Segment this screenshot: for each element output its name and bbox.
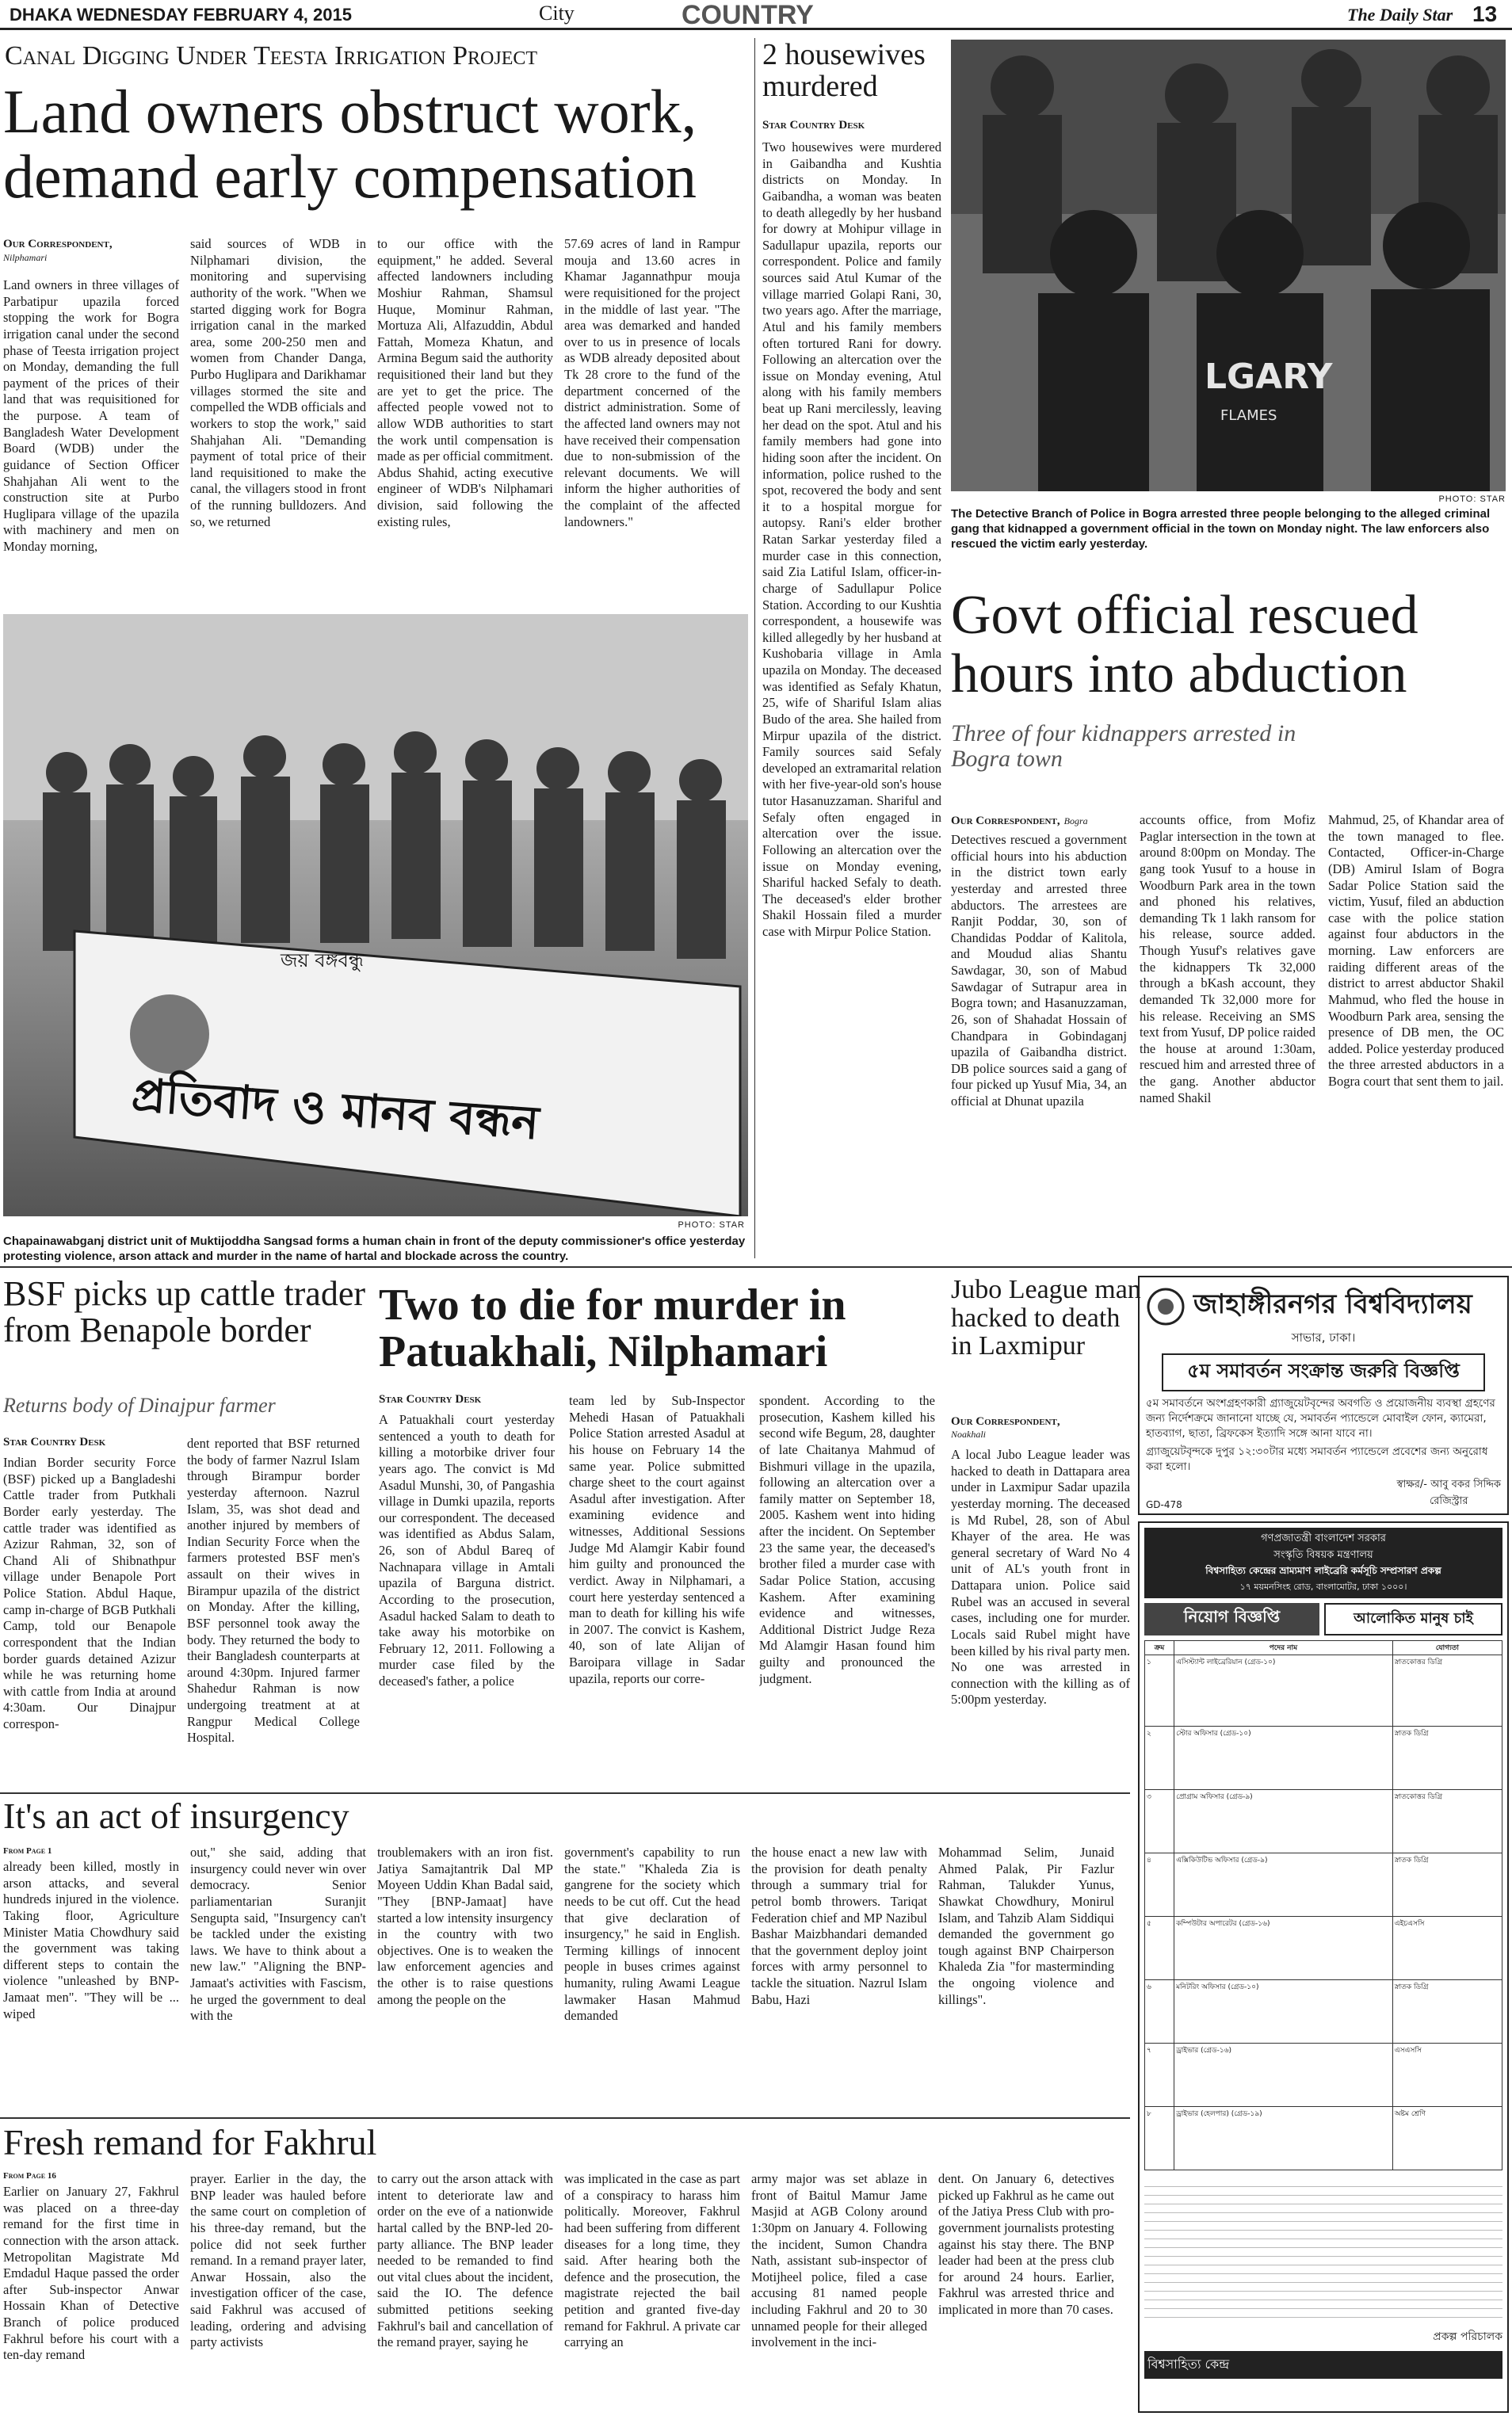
ad2-gov: গণপ্রজাতন্ত্রী বাংলাদেশ সরকার xyxy=(1261,1532,1386,1544)
a8-from: From Page 16 xyxy=(3,2171,56,2181)
ad2-table xyxy=(1144,1640,1502,2170)
table-cell: ৪ xyxy=(1145,1853,1174,1917)
table-row xyxy=(1145,1980,1502,2044)
university-emblem-icon xyxy=(1146,1287,1186,1326)
a8-col-4: was implicated in the case as part of a conspiracy to harass him politically. Moreover, Fakhrul had been suffering from different diseases for a long time, they said. After hearing both the defence and the prosecution, the magistrate rejected the bail petition and granted five-day remand for Fakhrul. A private car carrying an xyxy=(564,2171,740,2350)
table-cell: ১ xyxy=(1145,1655,1174,1727)
a4-col-1: Indian Border security Force (BSF) picked up a Bangladeshi Cattle trader from Putkhali Border early yesterday. The cattle trader was identified as Azizur Rahman, 32, son of Chand Ali of Shibnathpur village under Benapole Port Police Station. Abdul Haque, camp in-charge of BGB Putkhali Camp, told our Benapole correspondent that the Indian border guards detained Azizur while he was returning home with cattle from India at around 4:30am. Our Dinajpur correspon- xyxy=(3,1455,176,1731)
a5-headline: Two to die for murder in Patuakhali, Nilphamari xyxy=(379,1281,846,1376)
ad1-sub: সাভার, ঢাকা। xyxy=(1291,1330,1356,1345)
a7-col-4: government's capability to run the state." "Khaleda Zia is gangrene for the society which needs to be cut off. Cut the head that give declaration of insurgency," he said in English. Terming killings of innocent people in buses crimes against humanity, ruling Awami League lawmaker Hasan Mahmud demanded xyxy=(564,1845,740,2024)
a3-byline: Our Correspondent, xyxy=(951,815,1060,827)
a8-col-5: army major was set ablaze in front of Baitul Mamur Jame Masjid at AGB Colony around 1:30pm on January 4. Following the incident, Sumon Chandra Nath, assistant sub-inspector of Motijheel police, filed a case accusing 81 named people including Fakhrul and 20 to 30 unnamed people for their alleged involvement in the inci- xyxy=(751,2171,927,2350)
a3-col-2: accounts office, from Mofiz Paglar intersection in the town at around 8:00pm on Monday. The gang took Yusuf to a house in Woodburn Park area in the town and phoned his relatives, demanding Tk 1 lakh ransom for his release, source added. Though Yusuf's relatives gave the kidnappers Tk 32,000 through a bKash account, they demanded Tk 32,000 more for his release. Receiving an SMS text from Yusuf, DP police raided the house at around 1:30am, rescued him and arrested three of the gang. Another abductor named Shakil xyxy=(1140,812,1315,1105)
ad1-sign: স্বাক্ষর/- আবু বকর সিদ্দিক xyxy=(1396,1479,1501,1491)
table-row xyxy=(1145,1790,1502,1853)
a1-byline: Our Correspondent, xyxy=(3,238,113,250)
a7-col-1: already been killed, mostly in arson attacks, and several hundreds injured in the violence. Taking floor, Agriculture Minister Matia Chowdhury said the government was taking different steps to contain the violence "unleashed by BNP-Jamaat men". "They will be ... wiped xyxy=(3,1859,179,2021)
bishwo-sahitya-ad xyxy=(1138,1521,1509,2413)
a4-byline: Star Country Desk xyxy=(3,1436,106,1448)
section-rule-2 xyxy=(0,1792,1130,1794)
a2-body: Two housewives were murdered in Gaibandha and Kushtia districts on Monday. In Gaibandha, a woman was beaten to death allegedly by her husband for dowry at Mohipur village in Sadullapur upazila, reports our correspondent. Police and family sources said Atul Kumar of the village married Golapi Rani, 30, two years ago. After the marriage, Atul and his family members often tortured Rani for dowry. Following an altercation over the issue on Monday evening, Atul along with his family members beat up Rani mercilessly, leaving her dead on the spot. Atul and his family members had gone into hiding soon after the incident. On information, police rushed to the spot, recovered the body and sent it to a hospital morgue for autopsy. Rani's elder brother Ratan Sarkar yesterday filed a murder case in this connection, said Zia Latiful Islam, officer-in-charge of Sadullapur Police Station. According to our Kushtia correspondent, a housewife was killed allegedly by her husband at Kushobaria village in Amla upazila on Monday. The deceased was identified as Sefaly Khatun, 25, wife of Shariful Islam alias Budo of the area. She hailed from Mirpur upazila of the district. Family sources said Sefaly developed an extramarital relation with her five-year-old son's house tutor Hasanuzzaman. Shariful and Sefaly often engaged in altercation over the issue. Following an altercation over the issue on Monday evening, Shariful hacked Sefaly to death. The deceased's elder brother Shakil Hossain filed a murder case with Mirpur Police Station. xyxy=(762,139,941,939)
a4-headline: BSF picks up cattle trader from Benapole border xyxy=(3,1274,366,1350)
a5-col-2: team led by Sub-Inspector Mehedi Hasan of Patuakhali Police Station arrested Asadul at his house on February 14 the same year. Police submitted charge sheet to the court against Asadul after investigation. After examining evidence and witnesses, Additional Sessions Judge Md Alamgir Kabir found him guilty and pronounced the verdict. Away in Nilphamari, a court here yesterday sentenced a man to death for killing his wife in 2007. The convict is Kashem, 40, son of late Alijan of Baroipara village in Sadar upazila, reports our corre- xyxy=(569,1393,745,1686)
table-cell: ৩ xyxy=(1145,1790,1174,1853)
a8-col-2: prayer. Earlier in the day, the BNP leader was hauled before the same court on completion of his three-day remand, but the police did not seek further remand. In a remand prayer later, Anwar Hossain, also the investigation officer of the case, said Fakhrul was accused of leading, ordering and advising party activists xyxy=(190,2171,366,2350)
ad2-footer: প্রকল্প পরিচালক xyxy=(1433,2330,1502,2343)
table-cell: ৭ xyxy=(1145,2044,1174,2107)
a8-col-3: to carry out the arson attack with intent to deteriorate law and order on the eve of a nationwide hartal called by the BNP-led 20-party alliance. The BNP leader needed to be remanded to find out vital clues about the incident, said the IO. The defence submitted petitions seeking Fakhrul's bail and cancellation of the remand prayer, saying he xyxy=(377,2171,553,2350)
a7-headline: It's an act of insurgency xyxy=(3,1796,349,1836)
table-row xyxy=(1145,1853,1502,1917)
a4-subhead: Returns body of Dinajpur farmer xyxy=(3,1394,276,1417)
a2-byline: Star Country Desk xyxy=(762,119,865,132)
a8-col-1: Earlier on January 27, Fakhrul was placed on a three-day remand for the first time in connection with the arson attack. Metropolitan Magistrate Md Emdadul Haque passed the order after Sub-inspector Anwar Hossain Khan of Detective Branch of police produced Fakhrul before his court with a ten-day remand xyxy=(3,2184,179,2363)
table-cell: স্টোর অফিসার (গ্রেড-১০) xyxy=(1174,1727,1393,1790)
table-cell: স্নাতক ডিগ্রি xyxy=(1392,1727,1502,1790)
table-cell: প্রোগ্রাম অফিসার (গ্রেড-৯) xyxy=(1174,1790,1393,1853)
table-cell: স্নাতকোত্তর ডিগ্রি xyxy=(1392,1655,1502,1727)
table-row xyxy=(1145,2107,1502,2170)
ad2-slogan: আলোকিত মানুষ চাই xyxy=(1324,1603,1502,1635)
table-cell: অষ্টম শ্রেণি xyxy=(1392,2107,1502,2170)
table-cell: এসএসসি xyxy=(1392,2044,1502,2107)
ad2-notice: নিয়োগ বিজ্ঞপ্তি xyxy=(1144,1603,1319,1635)
a5-col-1: A Patuakhali court yesterday sentenced a youth to death for killing a motorbike driver four years ago. The convict is Md Asadul Munshi, 30, of Pangashia village in Dumki upazila, reports our correspondent. The deceased was identified as Abdus Salam, 26, son of Abdul Bareq of Nachnapara village in Amtali upazila of Barguna district. According to the prosecution, Asadul hacked Salam to death to take away his motorbike on February 12, 2011. Following a murder case filed by the deceased's father, a police xyxy=(379,1412,555,1689)
a1-byloc: Nilphamari xyxy=(3,252,48,263)
banner-text: প্রতিবাদ ও মানব বন্ধন xyxy=(129,1067,541,1151)
dateline: DHAKA WEDNESDAY FEBRUARY 4, 2015 xyxy=(10,5,352,25)
ad2-org: বিশ্বসাহিত্য কেন্দ্রের ভ্রাম্যমাণ লাইব্রেরি কর্মসূচি সম্প্রসারণ প্রকল্প xyxy=(1205,1565,1441,1576)
section-rule-3 xyxy=(0,2117,1130,2119)
section-rule-1 xyxy=(0,1266,1512,1268)
a6-byline-wrap xyxy=(951,1415,1060,1441)
table-cell: মনিটরিং অফিসার (গ্রেড-১০) xyxy=(1174,1980,1393,2044)
table-cell: এইচএসসি xyxy=(1392,1917,1502,1980)
table-row xyxy=(1145,1727,1502,1790)
table-cell: এক্সিকিউটিভ অফিসার (গ্রেড-৯) xyxy=(1174,1853,1393,1917)
paper-logo: The Daily Star xyxy=(1347,5,1453,25)
a1-col-3: to our office with the equipment," he added. Several affected landowners including Moshiur Rahman, Shamsul Huque, Mominur Rahman, Mortuza Ali, Alfazuddin, Abdul Fattah, Momeza Khatun, and Armina Begum said the authority requisitioned their land but they are yet to get the price. The affected people vowed not to allow WDB authorities to start the work until compensation is made as per official commitment. Abdus Shahid, acting executive engineer of WDB's Nilphamari division, said following the existing rules, xyxy=(377,236,553,529)
a5-col-3: spondent. According to the prosecution, Kashem killed his second wife Begum, 28, daughter of late Chaitanya Mahmud of Bishmuri village in the upazila, following an altercation over a family matter on September 18, 2005. Kashem went into hiding after the incident. On September 23 the same year, the deceased's brother filed a murder case with Sadar Police Station, accusing Kashem. After examining evidence and witnesses, Additional District Judge Reza Md Alamgir Hasan found him guilty and pronounced the judgment. xyxy=(759,1393,935,1686)
table-cell: ড্রাইভার (গ্রেড-১৬) xyxy=(1174,2044,1393,2107)
protest-photo-caption: Chapainawabganj district unit of Muktijoddha Sangsad forms a human chain in front of the deputy commissioner's office yesterday protesting violence, arson attack and murder in the name of hartal and blockade across the country. xyxy=(3,1235,746,1263)
table-cell: স্নাতক ডিগ্রি xyxy=(1392,1853,1502,1917)
a1-col-2: said sources of WDB in Nilphamari division, the monitoring and supervising authority of the work. "When we started digging work for Bogra irrigation canal in the marked area, some 200-250 men and women from Chander Danga, Purbo Huglipara and Darikhamar villages stormed the site and compelled the WDB officials and workers to stop the work," said Shahjahan Ali. "Demanding payment of total price of their land requisitioned to make the canal, the villagers stood in front of the running bulldozers. And so, we returned xyxy=(190,236,366,529)
banner-top-text: জয় বঙ্গবন্ধু xyxy=(281,949,364,971)
ad1-body: ৫ম সমাবর্তনে অংশগ্রহণকারী গ্র্যাজুয়েটবৃন্দের অবগতি ও প্রয়োজনীয় ব্যবস্থা গ্রহণের জন্য নির্দেশক্রমে জানানো যাচ্ছে যে, সমাবর্তন প্যান্ডেলে মোবাইল ফোন, ক্যামেরা, হাতব্যাগ, ছাতা, ব্রিফকেস ইত্যাদি সঙ্গে আনা যাবে না। xyxy=(1146,1397,1495,1440)
section-title: COUNTRY xyxy=(682,0,814,30)
ad2-table-header xyxy=(1145,1641,1502,1655)
shirt-text-2: FLAMES xyxy=(1220,407,1277,424)
table-row xyxy=(1145,2044,1502,2107)
ad1-body2: গ্র্যাজুয়েটবৃন্দকে দুপুর ১২:৩০টার মধ্যে সমাবর্তন প্যান্ডেলে প্রবেশের জন্য অনুরোধ করা হলো। xyxy=(1146,1445,1488,1473)
a3-byline-wrap xyxy=(951,812,1088,828)
a8-headline: Fresh remand for Fakhrul xyxy=(3,2122,377,2162)
a7-from: From Page 1 xyxy=(3,1846,52,1856)
protest-photo-credit: PHOTO: STAR xyxy=(678,1220,745,1230)
table-cell: ড্রাইভার (হেলপার) (গ্রেড-১৯) xyxy=(1174,2107,1393,2170)
table-cell: কম্পিউটার অপারেটর (গ্রেড-১৬) xyxy=(1174,1917,1393,1980)
ad2-addr: ১৭ ময়মনসিংহ রোড, বাংলামোটর, ঢাকা ১০০০। xyxy=(1239,1582,1407,1592)
table-cell: ৮ xyxy=(1145,2107,1174,2170)
a4-col-2: dent reported that BSF returned the body of farmer Nazrul Islam through Birampur border yesterday afternoon. Nazrul Islam, 35, was shot dead and another injured by members of Indian Security Force when the farmers protested BSF men's assault on their wives in Birampur upazila of the district on Monday. After the killing, BSF personnel took away the body. They returned the body to their Bangladesh counterparts at around 4:30pm. Injured farmer Shahedur Rahman is now undergoing treatment at at Rangpur Medical College Hospital. xyxy=(187,1436,360,1746)
ad1-notice: ৫ম সমাবর্তন সংক্রান্ত জরুরি বিজ্ঞপ্তি xyxy=(1162,1353,1485,1391)
ad2-th: পদের নাম xyxy=(1174,1641,1393,1655)
a1-col-1: Land owners in three villages of Parbatipur upazila forced stopping the work for Bogra irrigation canal under the second phase of Teesta irrigation project on Monday, demanding the full payment of the prices of their land that was requisitioned for the purpose. A team of Bangladesh Water Development Board (WDB) under the guidance of Section Officer Shahjahan Ali went to the construction site at Purbo Huglipara village of the upazila with machinery and men on Monday morning, xyxy=(3,277,179,554)
table-cell: ৫ xyxy=(1145,1917,1174,1980)
a7-col-2: out," she said, adding that insurgency could never win over democracy. Senior parliamentarian Suranjit Sengupta said, "Insurgency can't be tackled under the existing laws. We have to think about a new law." "Aligning the BNP-Jamaat's activities with Fascism, he urged the government to deal with the xyxy=(190,1845,366,2024)
shirt-text: LGARY xyxy=(1205,357,1333,397)
ad1-title: জাহাঙ্গীরনগর বিশ্ববিদ্যালয় xyxy=(1193,1288,1472,1320)
column-rule xyxy=(754,38,755,1258)
a8-col-6: dent. On January 6, detectives picked up Fakhrul as he came out of the Jatiya Press Club with pro-government journalists protesting against his stay there. The BNP leader had been at the press club for around 24 hours. Earlier, Fakhrul was arrested thrice and implicated in more than 70 cases. xyxy=(938,2171,1114,2317)
a6-headline: Jubo League man hacked to death in Laxmipur xyxy=(951,1275,1141,1361)
protest-photo xyxy=(3,614,748,1216)
a7-col-6: Mohammad Selim, Junaid Ahmed Palak, Pir Fazlur Rahman, Talukder Yunus, Shawkat Chowdhury, Monirul Islam, and Tahzib Alam Siddiqui demanded the government go tough against BNP Chairperson Khaleda Zia "for masterminding the ongoing violence and killings". xyxy=(938,1845,1114,2007)
a3-col-1: Detectives rescued a government official hours into his abduction in the district town early yesterday and arrested three abductors. The arrestees are Ranjit Poddar, 30, son of Chandidas Poddar of Kalitola, and Moudud alias Shantu Sawdagar, 30, son of Mabud Sawdagar of Sutrapur area in Bogra town; and Hasanuzzaman, 26, son of Shahadat Hossain of Chandpara in Gobindaganj upazila of Gaibandha district. DB police sources said a gang of four picked up Yusuf Mia, 34, an official at Dhunat upazila xyxy=(951,832,1127,1109)
ad2-ministry: সংস্কৃতি বিষয়ক মন্ত্রণালয় xyxy=(1273,1549,1373,1561)
ad2-th: যোগ্যতা xyxy=(1392,1641,1502,1655)
a3-subhead: Three of four kidnappers arrested in Bogra town xyxy=(951,720,1296,772)
table-cell: ২ xyxy=(1145,1727,1174,1790)
a3-col-3: Mahmud, 25, of Khandar area of the town managed to flee. Contacted, Officer-in-Charge (DB) Amirul Islam of Bogra Sadar Police Station said the victim, Yusuf, filed an abduction case with the police station against four abductors in the morning. Law enforcers are raiding different areas of the district to arrest abductor Shakil Mahmud, who fled the house in Woodburn Park area, sensing the presence of DB men, the OC added. Police yesterday produced the three arrested abductors in a Bogra court that sent them to jail. xyxy=(1328,812,1504,1089)
table-cell: এসিস্ট্যান্ট লাইব্রেরিয়ান (গ্রেড-১০) xyxy=(1174,1655,1393,1727)
ad1-signrole: রেজিস্ট্রার xyxy=(1429,1495,1468,1508)
a3-headline: Govt official rescued hours into abduction xyxy=(951,585,1418,704)
a1-kicker: Canal Digging Under Teesta Irrigation Project xyxy=(5,41,538,71)
a3-byloc: Bogra xyxy=(1063,815,1088,826)
a1-col-4: 57.69 acres of land in Rampur mouja and 13.60 acres in Khamar Jagannathpur mouja were requisitioned for the project in the middle of last year. "The area was demarked and handed over to us in presence of locals as WDB already deposited about Tk 28 crore to the fund of the department concerned of the district administration. Some of the affected land owners may not have received their compensation due to non-submission of the relevant documents. We will inform the higher authorities of the complaint of the affected landowners." xyxy=(564,236,740,529)
jahangirnagar-ad xyxy=(1138,1276,1509,1515)
table-row xyxy=(1145,1655,1502,1727)
table-cell: স্নাতক ডিগ্রি xyxy=(1392,1980,1502,2044)
ad2-footer2: বিশ্বসাহিত্য কেন্দ্র xyxy=(1144,2351,1502,2379)
a7-col-5: the house enact a new law with the provision for death penalty through a summary trial for petrol bomb throwers. Tariqat Federation chief and MP Nazibul Bashar Maizbhandari demanded that the government deploy joint forces with army personnel to tackle the situation. Nazrul Islam Babu, Hazi xyxy=(751,1845,927,2007)
ad2-terms-block xyxy=(1144,2178,1502,2321)
arrest-photo-credit: PHOTO: STAR xyxy=(1438,494,1506,504)
table-cell: স্নাতকোত্তর ডিগ্রি xyxy=(1392,1790,1502,1853)
a1-headline: Land owners obstruct work, demand early compensation xyxy=(3,77,697,211)
a2-headline: 2 housewives murdered xyxy=(762,38,926,103)
ad2-th: ক্রম xyxy=(1145,1641,1174,1655)
table-row xyxy=(1145,1917,1502,1980)
a6-byloc: Noakhali xyxy=(951,1429,986,1440)
a6-byline: Our Correspondent, xyxy=(951,1415,1060,1428)
ad1-code: GD-478 xyxy=(1146,1499,1182,1511)
page-number: 13 xyxy=(1472,2,1498,26)
arrest-photo xyxy=(951,40,1506,491)
arrest-photo-caption: The Detective Branch of Police in Bogra arrested three people belonging to the alleged criminal gang that kidnapped a government official in the town on Monday night. The law enforcers also rescued the victim early yesterday. xyxy=(951,507,1491,551)
a7-col-3: troublemakers with an iron fist. Jatiya Samajtantrik Dal MP Moyeen Uddin Khan Badal said, "They [BNP-Jamaat] have started a low intensity insurgency in the country with two objectives. One is to weaken the law enforcement agencies and the other is to raise questions among the people on the xyxy=(377,1845,553,2007)
table-cell: ৬ xyxy=(1145,1980,1174,2044)
section-city: City xyxy=(539,2,575,25)
a5-byline: Star Country Desk xyxy=(379,1393,482,1406)
a6-body: A local Jubo League leader was hacked to death in Dattapara area under in Laxmipur Sadar upazila yesterday morning. The deceased is Md Rubel, 28, son of Abul Khayer of the area. He was general secretary of Ward No 4 unit of AL's youth front in Dattapara union. Police said Rubel was an accused in several cases, including one for murder. Locals said Rubel might have been killed by his rival party men. No one was arrested in connection with the killing as of 5:00pm yesterday. xyxy=(951,1447,1130,1708)
